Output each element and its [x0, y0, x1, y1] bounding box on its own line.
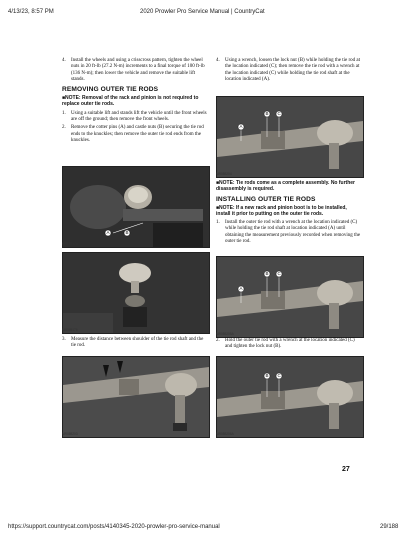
photo-illustration	[63, 167, 209, 247]
step-number: 4.	[216, 58, 220, 63]
callout-b: B	[125, 230, 129, 235]
note-complete-assembly: ■NOTE: Tie rods come as a complete assembly. No further disassembly is required.	[216, 180, 355, 193]
photo-illustration	[63, 357, 209, 437]
step-text: Install the wheels and using a crisscross pattern, tighten the wheel nuts in 20 ft-lb (27.2 N-m) increments to a final torque of 100 ft-lb (136 N-m); then lower the vehicle and remove the suitable lift stands.	[71, 58, 205, 82]
remove-step-3	[62, 337, 208, 350]
step-number: 4.	[62, 58, 66, 63]
photo-code: MR089176	[62, 328, 78, 332]
callout-b: B	[265, 373, 269, 378]
wheel-install-step	[62, 58, 208, 83]
remove-step-4	[216, 58, 362, 83]
step-text: Remove the cotter pins (A) and castle nuts (B) securing the tie rod ends to the knuckles; then remove the outer tie rod ends from the knuckles.	[71, 125, 204, 143]
callout-b: B	[265, 111, 269, 116]
photo-illustration	[63, 253, 209, 333]
callout-c: C	[277, 111, 281, 116]
callout-b: B	[265, 271, 269, 276]
step-text: Hold the outer tie rod with a wrench at the location indicated (C) and tighten the lock nut (B).	[225, 338, 355, 350]
photo-illustration	[217, 97, 363, 177]
photo-code: MR089206A	[216, 432, 234, 436]
callout-a: A	[106, 230, 110, 235]
photo-code: MR089204	[216, 172, 232, 176]
install-step-2	[216, 338, 362, 351]
photo-cotter-pin-castle-nut	[62, 166, 210, 248]
right-notes	[216, 180, 362, 245]
step-number: 2.	[216, 338, 220, 343]
print-page-count: 29/188	[380, 524, 399, 530]
step-number: 1.	[216, 220, 220, 226]
photo-code: MR089174	[62, 242, 78, 246]
photo-illustration	[217, 357, 363, 437]
note-rack-pinion: ■NOTE: Removal of the rack and pinion is not required to replace outer tie rods.	[62, 95, 199, 108]
left-column	[62, 58, 208, 144]
photo-tie-rod-end-removed	[62, 252, 210, 334]
callout-c: C	[277, 373, 281, 378]
section-title-installing: INSTALLING OUTER TIE RODS	[216, 195, 316, 203]
photo-code: MR089203	[62, 432, 78, 436]
photo-illustration	[217, 257, 363, 337]
step-number: 1.	[62, 110, 66, 116]
print-datetime: 4/13/23, 8:57 PM	[8, 9, 54, 15]
step-number: 2.	[62, 125, 66, 131]
section-title-removing: REMOVING OUTER TIE RODS	[62, 86, 159, 94]
callout-a: A	[239, 286, 243, 291]
photo-code: MR089205A	[216, 332, 234, 336]
callout-a: A	[239, 124, 243, 129]
print-url: https://support.countrycat.com/posts/4140345-2020-prowler-pro-service-manual	[8, 524, 220, 530]
step-text: Install the outer tie rod with a wrench at the location indicated (C) while holding the tie rod shaft at location indicated (A) until obtaining the measurement previously recorded when removing the outer tie rod.	[225, 220, 361, 245]
page-number: 27	[342, 466, 350, 473]
photo-loosen-lock-nut	[216, 96, 364, 178]
photo-measure-distance	[62, 356, 210, 438]
step-number: 3.	[62, 337, 66, 342]
remove-step-1	[62, 111, 208, 124]
install-step-1	[216, 220, 362, 245]
photo-install-tie-rod	[216, 256, 364, 338]
photo-tighten-lock-nut	[216, 356, 364, 438]
step-text: Using a suitable lift and stands lift the vehicle until the front wheels are off the ground; then remove the front wheels.	[71, 110, 207, 123]
callout-c: C	[277, 271, 281, 276]
step-text: Measure the distance between shoulder of the tie rod shaft and the tie rod.	[71, 337, 204, 349]
print-title: 2020 Prowler Pro Service Manual | CountryCat	[140, 9, 265, 15]
remove-step-2	[62, 125, 208, 144]
step-text: Using a wrench, loosen the lock nut (B) while holding the tie rod at the location indicated (C); then remove the tie rod with a wrench at the location indicated (C) while holding the tie rod shaft at the location indicated (A).	[225, 58, 360, 82]
note-boot-install: ■NOTE: If a new rack and pinion boot is to be installed, install it prior to putting on the outer tie rods.	[216, 204, 347, 217]
